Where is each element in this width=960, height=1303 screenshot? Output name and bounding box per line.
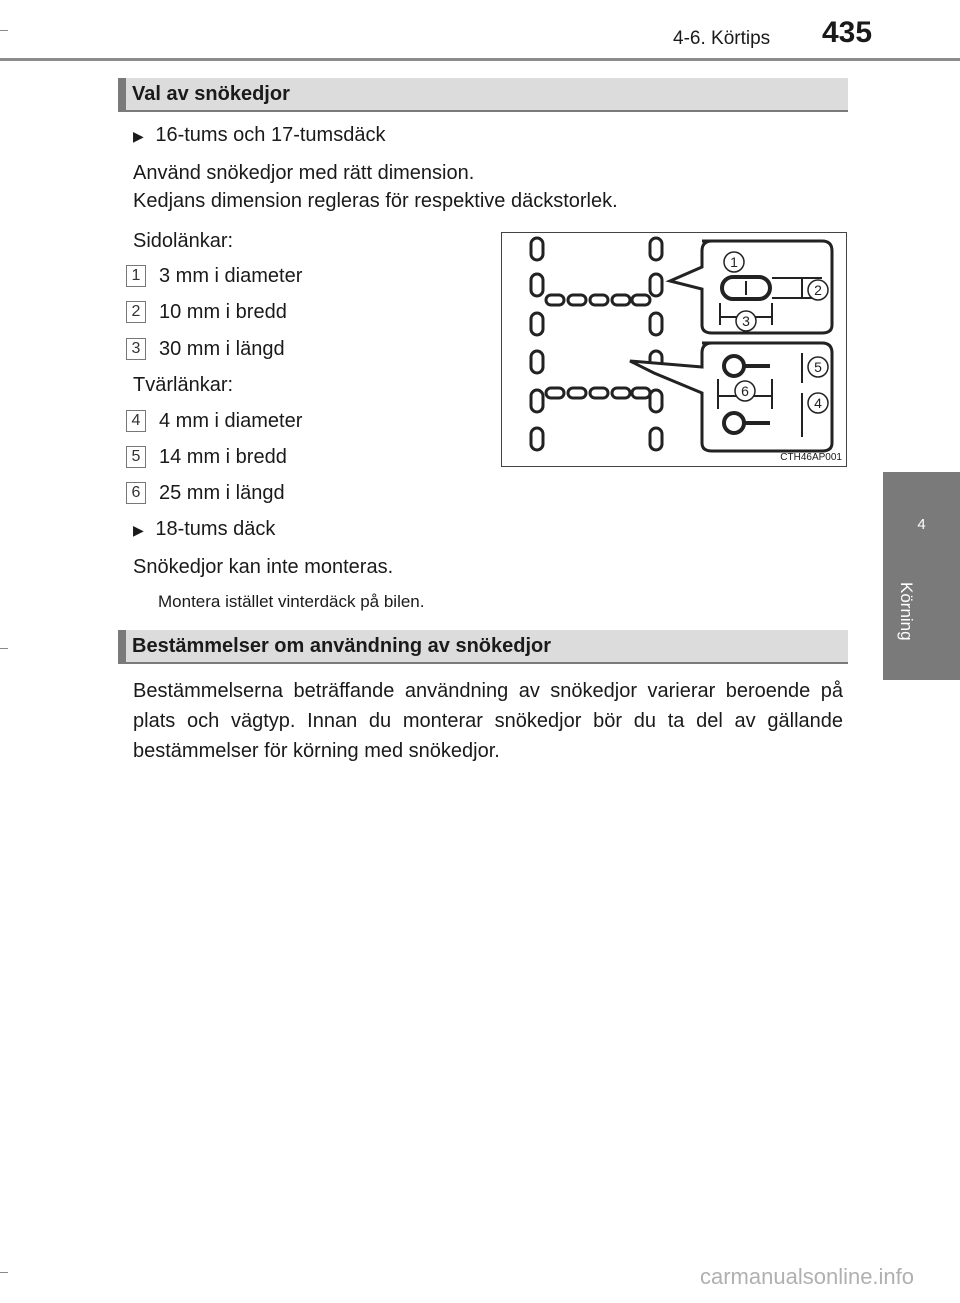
chapter-number: 4 bbox=[917, 516, 926, 533]
crop-mark bbox=[0, 1272, 8, 1273]
bullet-text: 16-tums och 17-tumsdäck bbox=[155, 124, 386, 146]
figure-callout: 5 bbox=[814, 359, 822, 375]
spec-item: 30 mm i längd bbox=[159, 338, 285, 360]
callout-number: 6 bbox=[126, 482, 146, 504]
header-rule bbox=[0, 58, 960, 61]
callout-number: 1 bbox=[126, 265, 146, 287]
note-line: Montera istället vinterdäck på bilen. bbox=[158, 592, 425, 611]
callout-number: 2 bbox=[126, 301, 146, 323]
chain-diagram-icon bbox=[502, 233, 846, 466]
figure-callout: 3 bbox=[742, 313, 750, 329]
body-line: Snökedjor kan inte monteras. bbox=[133, 556, 394, 578]
watermark: carmanualsonline.info bbox=[700, 1264, 915, 1289]
spec-item: 3 mm i diameter bbox=[159, 265, 303, 287]
crop-mark bbox=[0, 648, 8, 649]
side-links-label: Sidolänkar: bbox=[133, 230, 234, 252]
callout-number: 3 bbox=[126, 338, 146, 360]
page-number: 435 bbox=[822, 16, 873, 49]
figure-callout: 1 bbox=[730, 254, 738, 270]
figure-code: CTH46AP001 bbox=[780, 452, 842, 463]
chapter-tab bbox=[883, 472, 960, 680]
body-line: Använd snökedjor med rätt dimension. bbox=[133, 162, 475, 184]
bullet-item bbox=[133, 514, 275, 545]
callout-number: 5 bbox=[126, 446, 146, 468]
figure-callout: 4 bbox=[814, 395, 822, 411]
triangle-bullet-icon: ▶ bbox=[133, 522, 144, 538]
figure-callout: 6 bbox=[741, 383, 749, 399]
section-heading-bar bbox=[118, 630, 848, 664]
spec-item: 14 mm i bredd bbox=[159, 446, 287, 468]
figure-callout: 2 bbox=[814, 282, 822, 298]
cross-links-label: Tvärlänkar: bbox=[133, 374, 234, 396]
section-title: Val av snökedjor bbox=[132, 83, 290, 105]
section-title: Bestämmelser om användning av snökedjor bbox=[132, 635, 552, 657]
body-paragraph: Bestämmelserna beträffande användning av snökedjor varierar beroende på plats och vägtyp. Innan du monterar snökedjor bör du ta del av gällande bestämmelser för körning med snökedjor. bbox=[133, 680, 843, 762]
callout-number: 4 bbox=[126, 410, 146, 432]
bullet-item bbox=[133, 120, 385, 151]
body-line: Kedjans dimension regleras för respektive däckstorlek. bbox=[133, 190, 618, 212]
crop-mark bbox=[0, 30, 8, 31]
section-heading-bar bbox=[118, 78, 848, 112]
header-section-title: 4-6. Körtips bbox=[673, 28, 771, 49]
triangle-bullet-icon: ▶ bbox=[133, 128, 144, 144]
chapter-label: Körning bbox=[897, 582, 916, 641]
bullet-text: 18-tums däck bbox=[155, 518, 276, 540]
spec-item: 25 mm i längd bbox=[159, 482, 285, 504]
snow-chain-illustration bbox=[501, 232, 847, 467]
spec-item: 10 mm i bredd bbox=[159, 301, 287, 323]
spec-item: 4 mm i diameter bbox=[159, 410, 303, 432]
